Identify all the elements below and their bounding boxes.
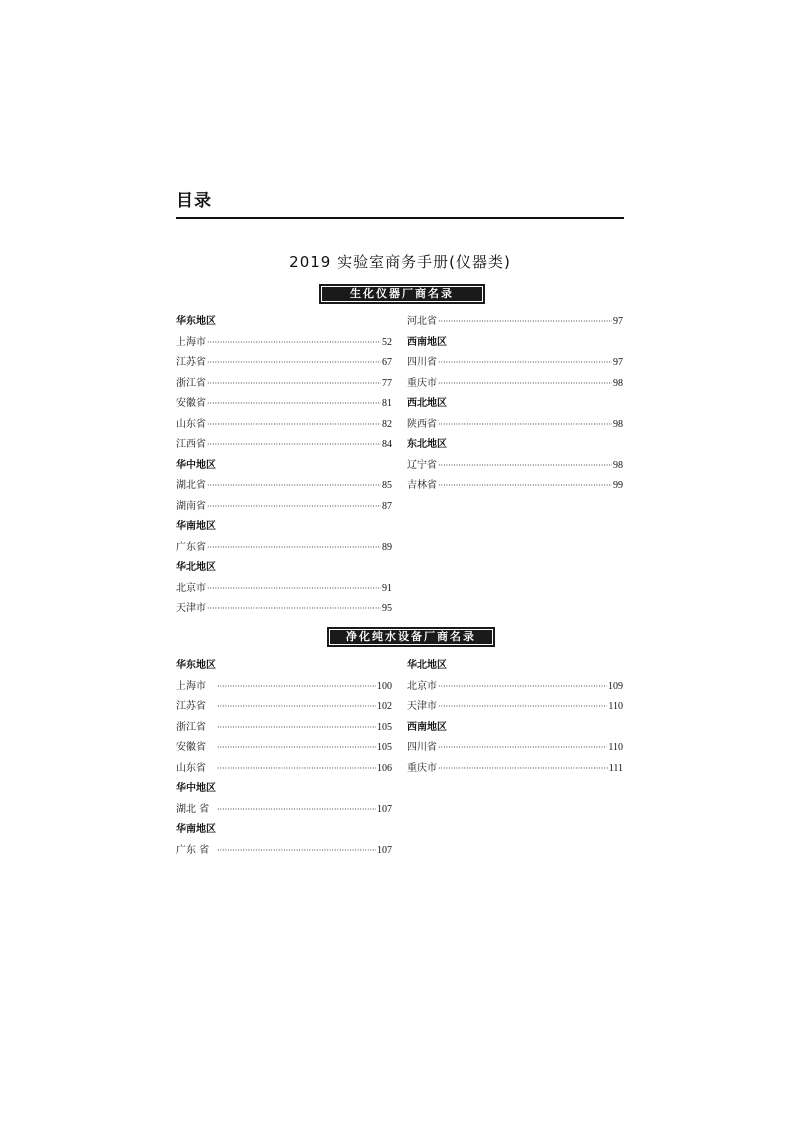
toc-entry-name: 湖北省	[176, 480, 206, 491]
dot-leader	[217, 738, 376, 759]
dot-leader	[438, 353, 612, 374]
dot-leader	[438, 759, 608, 780]
toc-entry-name: 北京市	[407, 680, 437, 692]
toc-entry[interactable]	[176, 353, 392, 374]
toc-entry-page: 81	[382, 398, 392, 409]
toc-entry-name: 重庆市	[407, 762, 437, 774]
toc-entry-name: 河北省	[407, 316, 437, 327]
region-heading: 华北地区	[407, 660, 447, 671]
dot-leader	[438, 738, 607, 759]
toc-entry-name: 江西省	[176, 439, 206, 450]
toc-entry-page: 100	[377, 680, 392, 692]
dot-leader	[217, 800, 376, 821]
toc-column-water-left	[176, 656, 392, 861]
dot-leader	[217, 697, 376, 718]
toc-entry-name: 天津市	[407, 701, 437, 712]
dot-leader	[207, 415, 381, 436]
toc-entry-page: 106	[377, 762, 392, 774]
region-heading: 华北地区	[176, 562, 216, 573]
dot-leader	[438, 374, 612, 395]
toc-entry[interactable]	[176, 738, 392, 759]
toc-entry[interactable]	[176, 476, 392, 497]
toc-entry-page: 95	[382, 603, 392, 614]
toc-entry-page: 110	[608, 742, 623, 753]
toc-entry[interactable]	[176, 415, 392, 436]
toc-entry-name: 广东 省	[176, 844, 210, 856]
page-header	[176, 186, 624, 219]
toc-entry-name: 陕西省	[407, 418, 437, 430]
toc-entry-page: 98	[613, 459, 623, 471]
toc-entry-page: 87	[382, 500, 392, 512]
toc-entry-name: 四川省	[407, 742, 437, 753]
toc-entry[interactable]	[176, 579, 392, 600]
toc-entry-page: 91	[382, 582, 392, 594]
dot-leader	[207, 374, 381, 395]
region-heading: 华南地区	[176, 824, 216, 835]
dot-leader	[217, 759, 376, 780]
toc-entry-name: 重庆市	[407, 377, 437, 389]
toc-entry-name: 上海市	[176, 680, 206, 692]
toc-entry-page: 98	[613, 377, 623, 389]
toc-entry-page: 105	[377, 742, 392, 753]
toc-entry-name: 山东省	[176, 418, 206, 430]
toc-entry[interactable]	[407, 353, 623, 374]
toc-entry-page: 98	[613, 418, 623, 430]
toc-entry-name: 安徽省	[176, 742, 206, 753]
toc-entry[interactable]	[176, 599, 392, 620]
toc-entry-name: 四川省	[407, 357, 437, 368]
toc-entry-page: 109	[608, 680, 623, 692]
dot-leader	[438, 456, 612, 477]
toc-entry[interactable]	[176, 800, 392, 821]
toc-entry-name: 浙江省	[176, 377, 206, 389]
region-heading: 华东地区	[176, 316, 216, 327]
toc-entry-page: 105	[377, 721, 392, 733]
toc-entry-name: 辽宁省	[407, 459, 437, 471]
region-heading: 华中地区	[176, 459, 216, 471]
page-title: 目录	[176, 191, 212, 211]
toc-entry[interactable]	[176, 718, 392, 739]
toc-entry[interactable]	[176, 759, 392, 780]
toc-entry-page: 77	[382, 377, 392, 389]
toc-entry-page: 107	[377, 803, 392, 815]
toc-entry[interactable]	[407, 759, 623, 780]
toc-entry-page: 52	[382, 336, 392, 348]
dot-leader	[438, 312, 612, 333]
toc-entry-page: 110	[608, 701, 623, 712]
toc-entry-name: 安徽省	[176, 398, 206, 409]
toc-entry-page: 89	[382, 541, 392, 553]
toc-entry-name: 广东省	[176, 541, 206, 553]
dot-leader	[207, 599, 381, 620]
toc-entry-page: 84	[382, 439, 392, 450]
toc-entry-name: 浙江省	[176, 721, 206, 733]
section-banner-biochem: 生化仪器厂商名录	[319, 284, 485, 304]
toc-entry[interactable]	[176, 697, 392, 718]
toc-entry-name: 江苏省	[176, 357, 206, 368]
toc-entry[interactable]	[176, 497, 392, 518]
region-heading: 西南地区	[407, 336, 447, 348]
toc-entry[interactable]	[176, 374, 392, 395]
dot-leader	[207, 497, 381, 518]
toc-entry[interactable]	[407, 456, 623, 477]
toc-entry[interactable]	[176, 435, 392, 456]
toc-entry-page: 107	[377, 844, 392, 856]
dot-leader	[438, 476, 612, 497]
toc-entry-page: 111	[608, 762, 623, 774]
toc-entry[interactable]	[407, 312, 623, 333]
toc-entry[interactable]	[176, 677, 392, 698]
region-heading: 西南地区	[407, 721, 447, 733]
toc-entry-page: 99	[613, 480, 623, 491]
region-heading: 华南地区	[176, 521, 216, 532]
toc-entry[interactable]	[407, 738, 623, 759]
toc-entry-page: 102	[377, 701, 392, 712]
toc-entry[interactable]	[407, 374, 623, 395]
dot-leader	[207, 435, 381, 456]
toc-entry-name: 湖南省	[176, 500, 206, 512]
dot-leader	[207, 394, 381, 415]
toc-entry[interactable]	[407, 476, 623, 497]
region-heading: 华东地区	[176, 660, 216, 671]
toc-entry-page: 97	[613, 316, 623, 327]
region-heading: 东北地区	[407, 439, 447, 450]
toc-entry-name: 天津市	[176, 603, 206, 614]
toc-entry-page: 97	[613, 357, 623, 368]
toc-entry-page: 67	[382, 357, 392, 368]
toc-entry[interactable]	[176, 538, 392, 559]
dot-leader	[438, 677, 607, 698]
dot-leader	[207, 476, 381, 497]
toc-entry[interactable]	[407, 415, 623, 436]
dot-leader	[217, 718, 376, 739]
dot-leader	[207, 353, 381, 374]
toc-entry-name: 北京市	[176, 582, 206, 594]
toc-column-water-right	[407, 656, 623, 779]
dot-leader	[217, 677, 376, 698]
dot-leader	[438, 697, 607, 718]
dot-leader	[207, 333, 381, 354]
toc-entry-page: 85	[382, 480, 392, 491]
toc-column-biochem-left	[176, 312, 392, 620]
region-heading: 华中地区	[176, 783, 216, 794]
toc-entry-name: 上海市	[176, 336, 206, 348]
toc-entry[interactable]	[407, 677, 623, 698]
toc-entry[interactable]	[407, 697, 623, 718]
toc-entry-page: 82	[382, 418, 392, 430]
toc-entry[interactable]	[176, 333, 392, 354]
toc-column-biochem-right	[407, 312, 623, 497]
dot-leader	[438, 415, 612, 436]
toc-entry-name: 山东省	[176, 762, 206, 774]
toc-entry-name: 湖北 省	[176, 803, 210, 815]
dot-leader	[207, 538, 381, 559]
region-heading: 西北地区	[407, 398, 447, 409]
section-banner-water: 净化纯水设备厂商名录	[327, 627, 495, 647]
dot-leader	[217, 841, 376, 862]
toc-entry-name: 江苏省	[176, 701, 206, 712]
toc-entry[interactable]	[176, 841, 392, 862]
toc-entry[interactable]	[176, 394, 392, 415]
toc-entry-name: 吉林省	[407, 480, 437, 491]
dot-leader	[207, 579, 381, 600]
book-title: 2019 实验室商务手册(仪器类)	[289, 253, 511, 271]
